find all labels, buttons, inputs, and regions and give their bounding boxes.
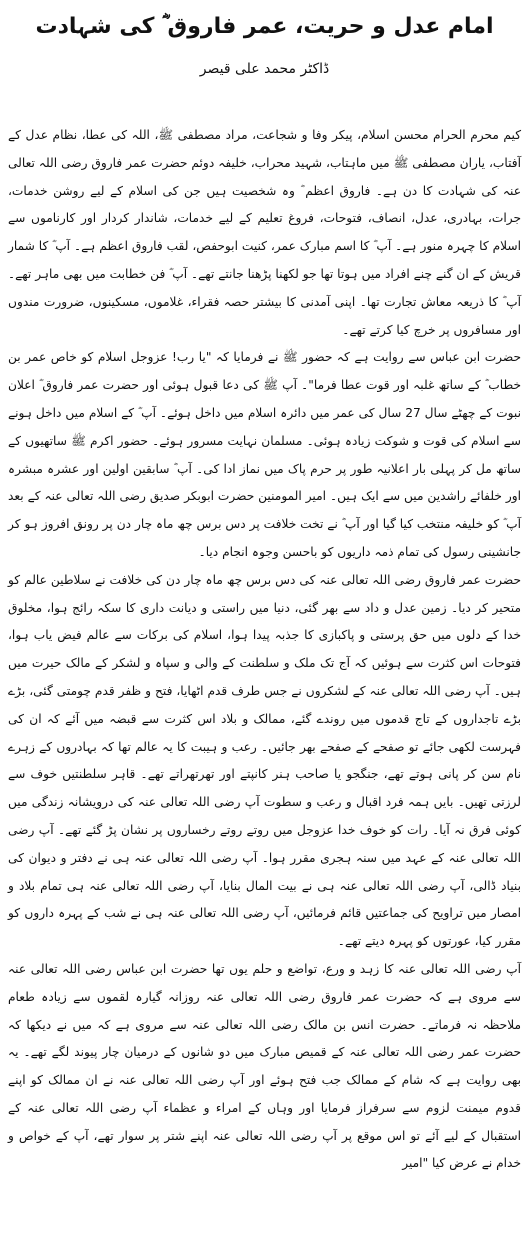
article-paragraph-4: آپ رضی اللہ تعالی عنہ کا زہد و ورع، تواضع و حلم یوں تھا حضرت ابن عباس رضی اللہ تعالی عنہ سے مروی ہے کہ حضرت عمر فاروق رضی اللہ تعالی عنہ روزانہ گیارہ لقموں سے زیادہ طعام ملاحظہ نہ فرماتے۔ حضرت انس بن مالک رضی اللہ تعالی عنہ سے مروی ہے کہ میں نے دیکھا کہ حضرت عمر رضی اللہ تعالی عنہ کے قمیص مبارک میں دو شانوں کے درمیان چار پیوند لگے تھے۔ یہ بھی روایت ہے کہ شام کے ممالک جب فتح ہوئے اور آپ رضی اللہ تعالی عنہ نے ان ممالک کو اپنے قدوم میمنت لزوم سے سرفراز فرمایا اور وہاں کے امراء و عظماء آپ رضی اللہ تعالی عنہ کے استقبال کے لیے آئے تو اس موقع پر آپ رضی اللہ تعالی عنہ اپنے شتر پر سوار تھے، آپ کے خواص و خدام نے عرض کیا "امیر [8, 961, 521, 1171]
article-paragraph-3: حضرت عمر فاروق رضی اللہ تعالی عنہ کی دس برس چھ ماہ چار دن کی خلافت نے سلاطین عالم کو متحیر کر دیا۔ زمین عدل و داد سے بھر گئی، دنیا میں راستی و دیانت داری کا سکہ رائج ہوا، مخلوق خدا کے دلوں میں حق پرستی و پاکبازی کا جذبہ پیدا ہوا، اسلام کی برکات سے عالم فیض یاب ہوا، فتوحات اس کثرت سے ہوئیں کہ آج تک ملک و سلطنت کے والی و سپاہ و لشکر کے مالک حیرت میں ہیں۔ آپ رضی اللہ تعالی عنہ کے لشکروں نے جس طرف قدم اٹھایا، فتح و ظفر قدم چومتی گئی، بڑے بڑے تاجداروں کے تاج قدموں میں روندے گئے، ممالک و بلاد اس کثرت سے قبضہ میں آئے کہ ان کی فہرست لکھی جائے تو صفحے کے صفحے بھر جائیں۔ رعب و ہیبت کا یہ عالم تھا کہ بہادروں کے زہرے نام سن کر پانی ہوتے تھے، جنگجو یا صاحب ہنر کانپتے اور تھرتھراتے تھے۔ قاہر سلطنتیں خوف سے لرزتی تھیں۔ بایں ہمہ فرد اقبال و رعب و سطوت آپ رضی اللہ تعالی عنہ کی درویشانہ زندگی میں کوئی فرق نہ آیا۔ رات کو خوف خدا عزوجل میں روتے روتے رخساروں پر نشان پڑ گئے تھے۔ آپ رضی اللہ تعالی عنہ کے عہد میں سنہ ہجری مقرر ہوا۔ آپ رضی اللہ تعالی عنہ ہی نے دفتر و دیوان کی بنیاد ڈالی، آپ رضی اللہ تعالی عنہ ہی نے بیت المال بنایا، آپ رضی اللہ تعالی عنہ ہی تمام بلاد و امصار میں تراویح کی جماعتیں قائم فرمائیں، آپ رضی اللہ تعالی عنہ ہی نے شب کے پہرہ داروں کو مقرر کیا، عورتوں کو پہرہ دیتے تھے۔ [8, 572, 521, 949]
article-paragraph-2: حضرت ابن عباس سے روایت ہے کہ حضور ﷺ نے فرمایا کہ "یا رب! عزوجل اسلام کو خاص عمر بن خطاب ؓ کے ساتھ غلبہ اور قوت عطا فرما"۔ آپ ﷺ کی دعا قبول ہوئی اور حضرت عمر فاروق ؓ اعلان نبوت کے چھٹے سال 27 سال کی عمر میں دائرہ اسلام میں داخل ہوئے۔ آپ ؓ کے اسلام میں داخل ہونے سے اسلام کی قوت و شوکت زیادہ ہوئی۔ مسلمان نہایت مسرور ہوئے۔ حضور اکرم ﷺ ساتھیوں کے ساتھ مل کر پہلی بار اعلانیہ طور پر حرم پاک میں نماز ادا کی۔ آپ ؓ سابقین اولین اور عشرہ مبشرہ اور خلفائے راشدین میں سے ایک ہیں۔ امیر المومنین حضرت ابوبکر صدیق رضی اللہ تعالی عنہ کے بعد آپ ؓ کو خلیفہ منتخب کیا گیا اور آپ ؓ نے تخت خلافت پر دس برس چھ ماہ چار دن پر رونق افروز ہو کر جانشینی رسول کی تمام ذمہ داریوں کو باحسن وجوہ انجام دیا۔ [8, 350, 522, 559]
article-title: امام عدل و حریت، عمر فاروق ؓ کی شہادت [35, 14, 494, 39]
article-paragraph-1: کیم محرم الحرام محسن اسلام، پیکر وفا و شجاعت، مراد مصطفی ﷺ، اللہ کی عطا، نظام عدل کے آفتاب، یاران مصطفی ﷺ میں ماہتاب، شہید محراب، خلیفہ دوئم حضرت عمر فاروق رضی اللہ تعالی عنہ کی شہادت کا دن ہے۔ فاروق اعظم ؓ وہ شخصیت ہیں جن کی اسلام کے لیے روشن خدمات، جرات، بہادری، عدل، انصاف، فتوحات، فروغ تعلیم کے لیے خدمات، شاندار کردار اور کارناموں سے اسلام کا چہرہ منور ہے۔ آپ ؓ کا اسم مبارک عمر، کنیت ابوحفص، لقب فاروق اعظم ہے۔ آپ ؓ کا شمار قریش کے ان گنے چنے افراد میں ہوتا تھا جو لکھنا پڑھنا جانتے تھے۔ آپ ؓ فن خطابت میں بھی ماہر تھے۔ آپ ؓ کا ذریعہ معاش تجارت تھا۔ اپنی آمدنی کا بیشتر حصہ فقراء، غلاموں، مسکینوں، ضرورت مندوں اور مسافروں پر خرچ کیا کرتے تھے۔ [8, 128, 521, 337]
article-body [8, 122, 521, 1178]
article-author: ڈاکٹر محمد علی قیصر [199, 61, 330, 77]
